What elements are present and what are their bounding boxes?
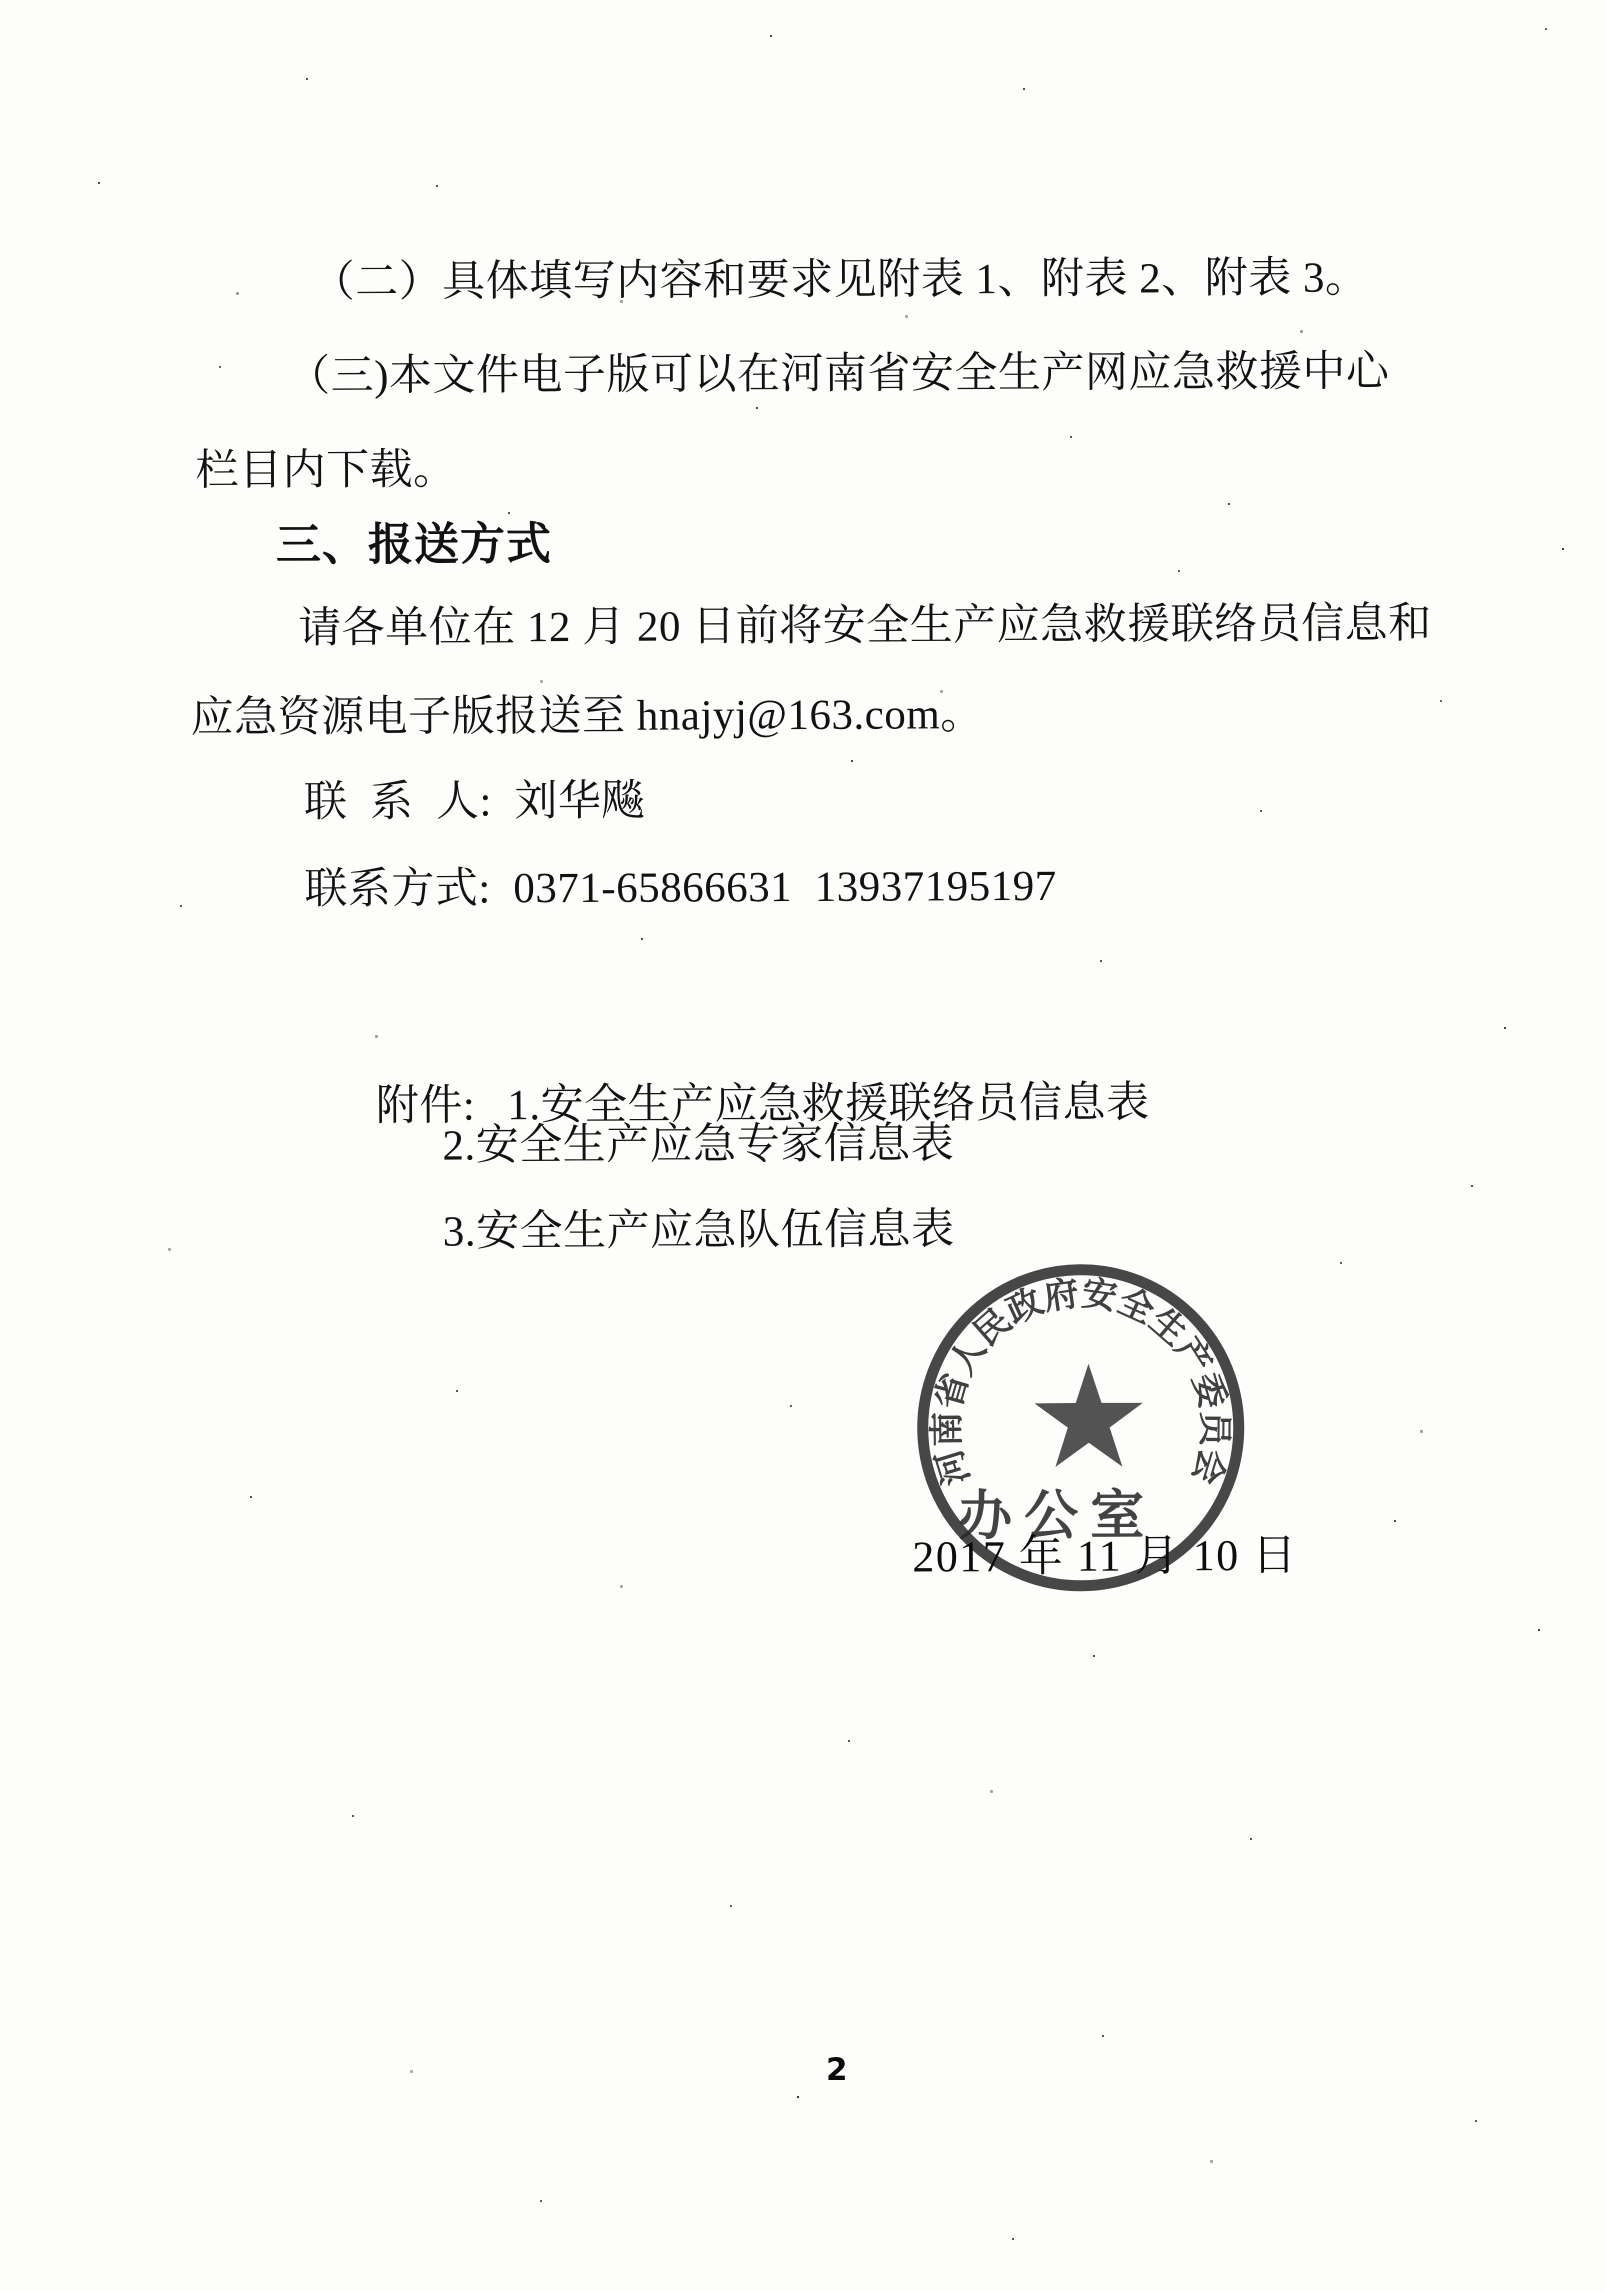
paragraph-item-3-line-2: 栏目内下载。	[195, 446, 457, 495]
paragraph-item-3-line-1: （三)本文件电子版可以在河南省安全生产网应急救援中心	[287, 348, 1390, 401]
page-number: 2	[826, 2052, 848, 2088]
star-icon	[1034, 1364, 1143, 1468]
seal-ring-text: 河南省人民政府安全生产委员会	[927, 1273, 1234, 1490]
section-heading: 三、报送方式	[275, 518, 552, 571]
attachment-item-3: 3.安全生产应急队伍信息表	[442, 1206, 955, 1256]
document-date: 2017 年 11 月 10 日	[912, 1530, 1298, 1582]
attachment-item-1: 1.安全生产应急救援联络员信息表	[507, 1079, 1150, 1130]
paragraph-item-2: （二）具体填写内容和要求见附表 1、附表 2、附表 3。	[311, 254, 1369, 307]
contact-person-line: 联 系 人: 刘华飚	[303, 777, 646, 827]
body-paragraph-line-2: 应急资源电子版报送至 hnajyj@163.com。	[190, 691, 984, 742]
body-paragraph-line-1: 请各单位在 12 月 20 日前将安全生产应急救援联络员信息和	[298, 600, 1432, 653]
contact-info-line: 联系方式: 0371-65866631 13937195197	[304, 862, 1057, 914]
seal-center-text: 办公室	[957, 1485, 1157, 1547]
attachments-label: 附件:	[375, 1082, 476, 1130]
attachment-item-2: 2.安全生产应急专家信息表	[442, 1120, 955, 1170]
